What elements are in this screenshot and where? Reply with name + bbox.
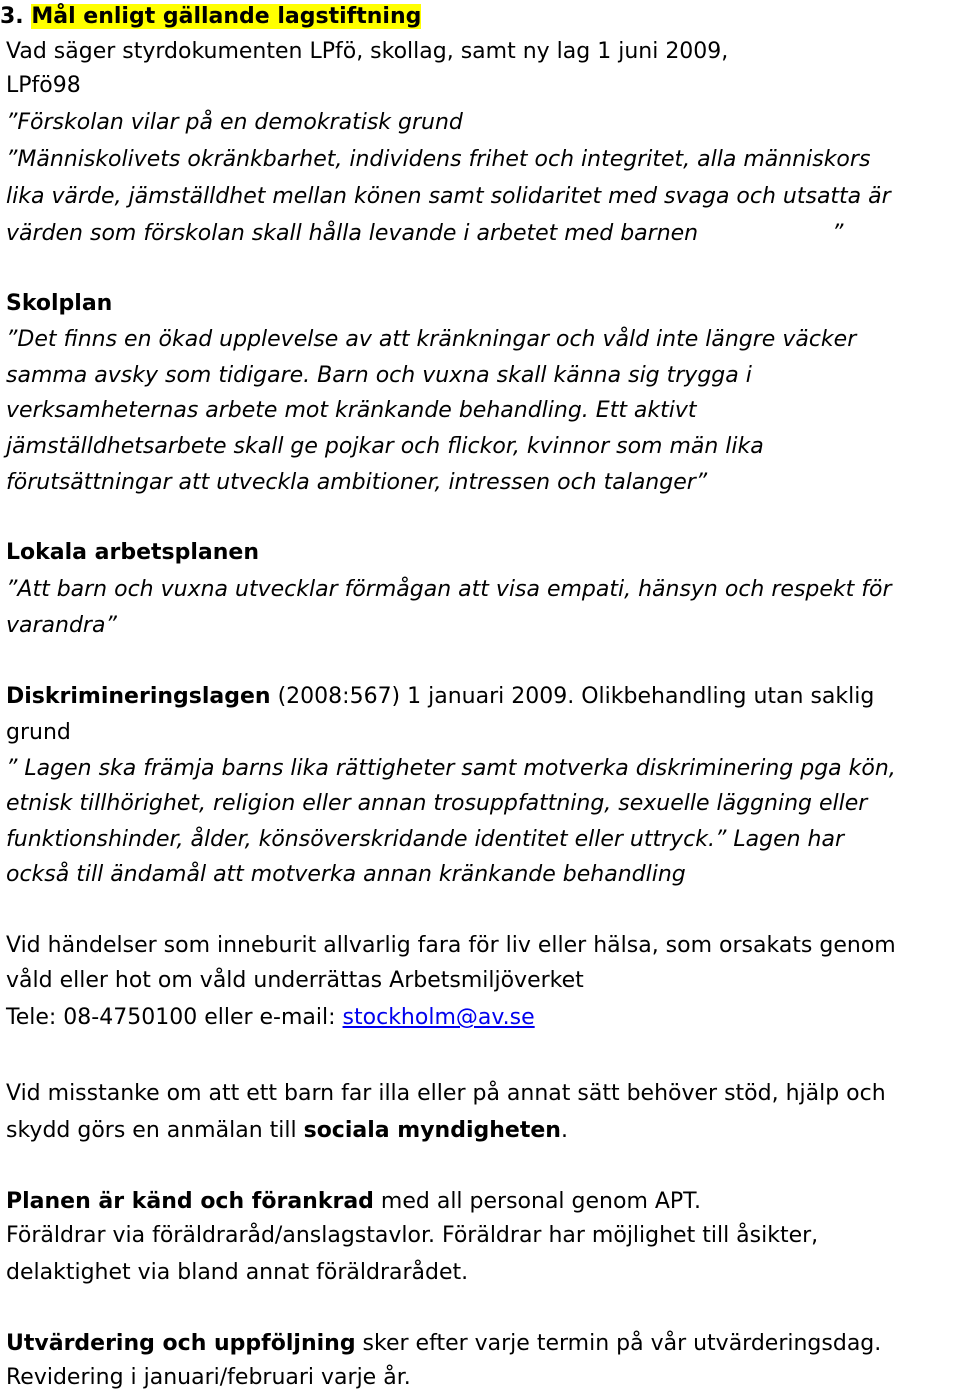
lokala-line-2: varandra” xyxy=(6,613,117,638)
arbetsmiljo-line-1: Vid händelser som inneburit allvarlig fara för liv eller hälsa, som orsakats genom xyxy=(6,933,896,958)
lpfo-quote-line-2: ”Människolivets okränkbarhet, individens frihet och integritet, alla människors xyxy=(6,147,871,172)
diskriminering-line-2: grund xyxy=(6,720,71,745)
diskriminering-heading: Diskrimineringslagen xyxy=(6,684,271,709)
utvardering-heading: Utvärdering och uppföljning xyxy=(6,1331,356,1356)
diskriminering-quote-line-2: etnisk tillhörighet, religion eller annan trosuppfattning, sexuelle läggning eller xyxy=(6,791,868,816)
skolplan-line-4: jämställdhetsarbete skall ge pojkar och flickor, kvinnor som män lika xyxy=(6,434,764,459)
planen-line-1 xyxy=(6,1187,701,1217)
planen-line-3: delaktighet via bland annat föräldrarådet. xyxy=(6,1260,469,1285)
lpfo-closing-quote: ” xyxy=(832,221,844,246)
diskriminering-quote-line-3: funktionshinder, ålder, könsöverskridande identitet eller uttryck.” Lagen har xyxy=(6,827,845,852)
section-heading xyxy=(0,2,421,32)
misstanke-line-2 xyxy=(6,1116,568,1146)
skolplan-line-1: ”Det finns en ökad upplevelse av att kränkningar och våld inte längre väcker xyxy=(6,327,857,352)
skolplan-line-2: samma avsky som tidigare. Barn och vuxna skall känna sig trygga i xyxy=(6,363,752,388)
section-title: Mål enligt gällande lagstiftning xyxy=(31,4,422,29)
planen-line-2: Föräldrar via föräldraråd/anslagstavlor. Föräldrar har möjlighet till åsikter, xyxy=(6,1223,819,1248)
intro-line-2: LPfö98 xyxy=(6,73,81,98)
email-link[interactable]: stockholm@av.se xyxy=(342,1005,535,1030)
skolplan-heading: Skolplan xyxy=(6,291,113,316)
sociala-myndigheten: sociala myndigheten xyxy=(303,1118,561,1143)
utvardering-line-2: Revidering i januari/februari varje år. xyxy=(6,1365,411,1390)
arbetsmiljo-tele-line xyxy=(6,1003,535,1033)
misstanke-suffix: . xyxy=(560,1118,568,1143)
planen-heading: Planen är känd och förankrad xyxy=(6,1189,374,1214)
intro-line-1: Vad säger styrdokumenten LPfö, skollag, samt ny lag 1 juni 2009, xyxy=(6,39,729,64)
lpfo-quote-line-4: värden som förskolan skall hålla levande i arbetet med barnen xyxy=(6,221,699,246)
utvardering-line-1 xyxy=(6,1329,881,1359)
planen-line-1-rest: med all personal genom APT. xyxy=(373,1189,701,1214)
lokala-heading: Lokala arbetsplanen xyxy=(6,540,260,565)
section-number: 3. xyxy=(0,4,24,29)
diskriminering-quote-line-4: också till ändamål att motverka annan kränkande behandling xyxy=(6,862,686,887)
lokala-line-1: ”Att barn och vuxna utvecklar förmågan att visa empati, hänsyn och respekt för xyxy=(6,577,892,602)
utvardering-line-1-rest: sker efter varje termin på vår utvärderingsdag. xyxy=(355,1331,882,1356)
misstanke-line-1: Vid misstanke om att ett barn far illa eller på annat sätt behöver stöd, hjälp och xyxy=(6,1081,886,1106)
lpfo-quote-line-3: lika värde, jämställdhet mellan könen samt solidaritet med svaga och utsatta är xyxy=(6,184,891,209)
skolplan-line-3: verksamheternas arbete mot kränkande behandling. Ett aktivt xyxy=(6,398,697,423)
lpfo-quote-line-1: ”Förskolan vilar på en demokratisk grund xyxy=(6,110,463,135)
misstanke-prefix: skydd görs en anmälan till xyxy=(6,1118,304,1143)
tele-prefix: Tele: 08-4750100 eller e-mail: xyxy=(6,1005,343,1030)
diskriminering-line-1-rest: (2008:567) 1 januari 2009. Olikbehandling utan saklig xyxy=(270,684,875,709)
diskriminering-quote-line-1: ” Lagen ska främja barns lika rättigheter samt motverka diskriminering pga kön, xyxy=(6,756,896,781)
diskriminering-line-1 xyxy=(6,682,874,712)
arbetsmiljo-line-2: våld eller hot om våld underrättas Arbetsmiljöverket xyxy=(6,968,584,993)
skolplan-line-5: förutsättningar att utveckla ambitioner, intressen och talanger” xyxy=(6,470,708,495)
